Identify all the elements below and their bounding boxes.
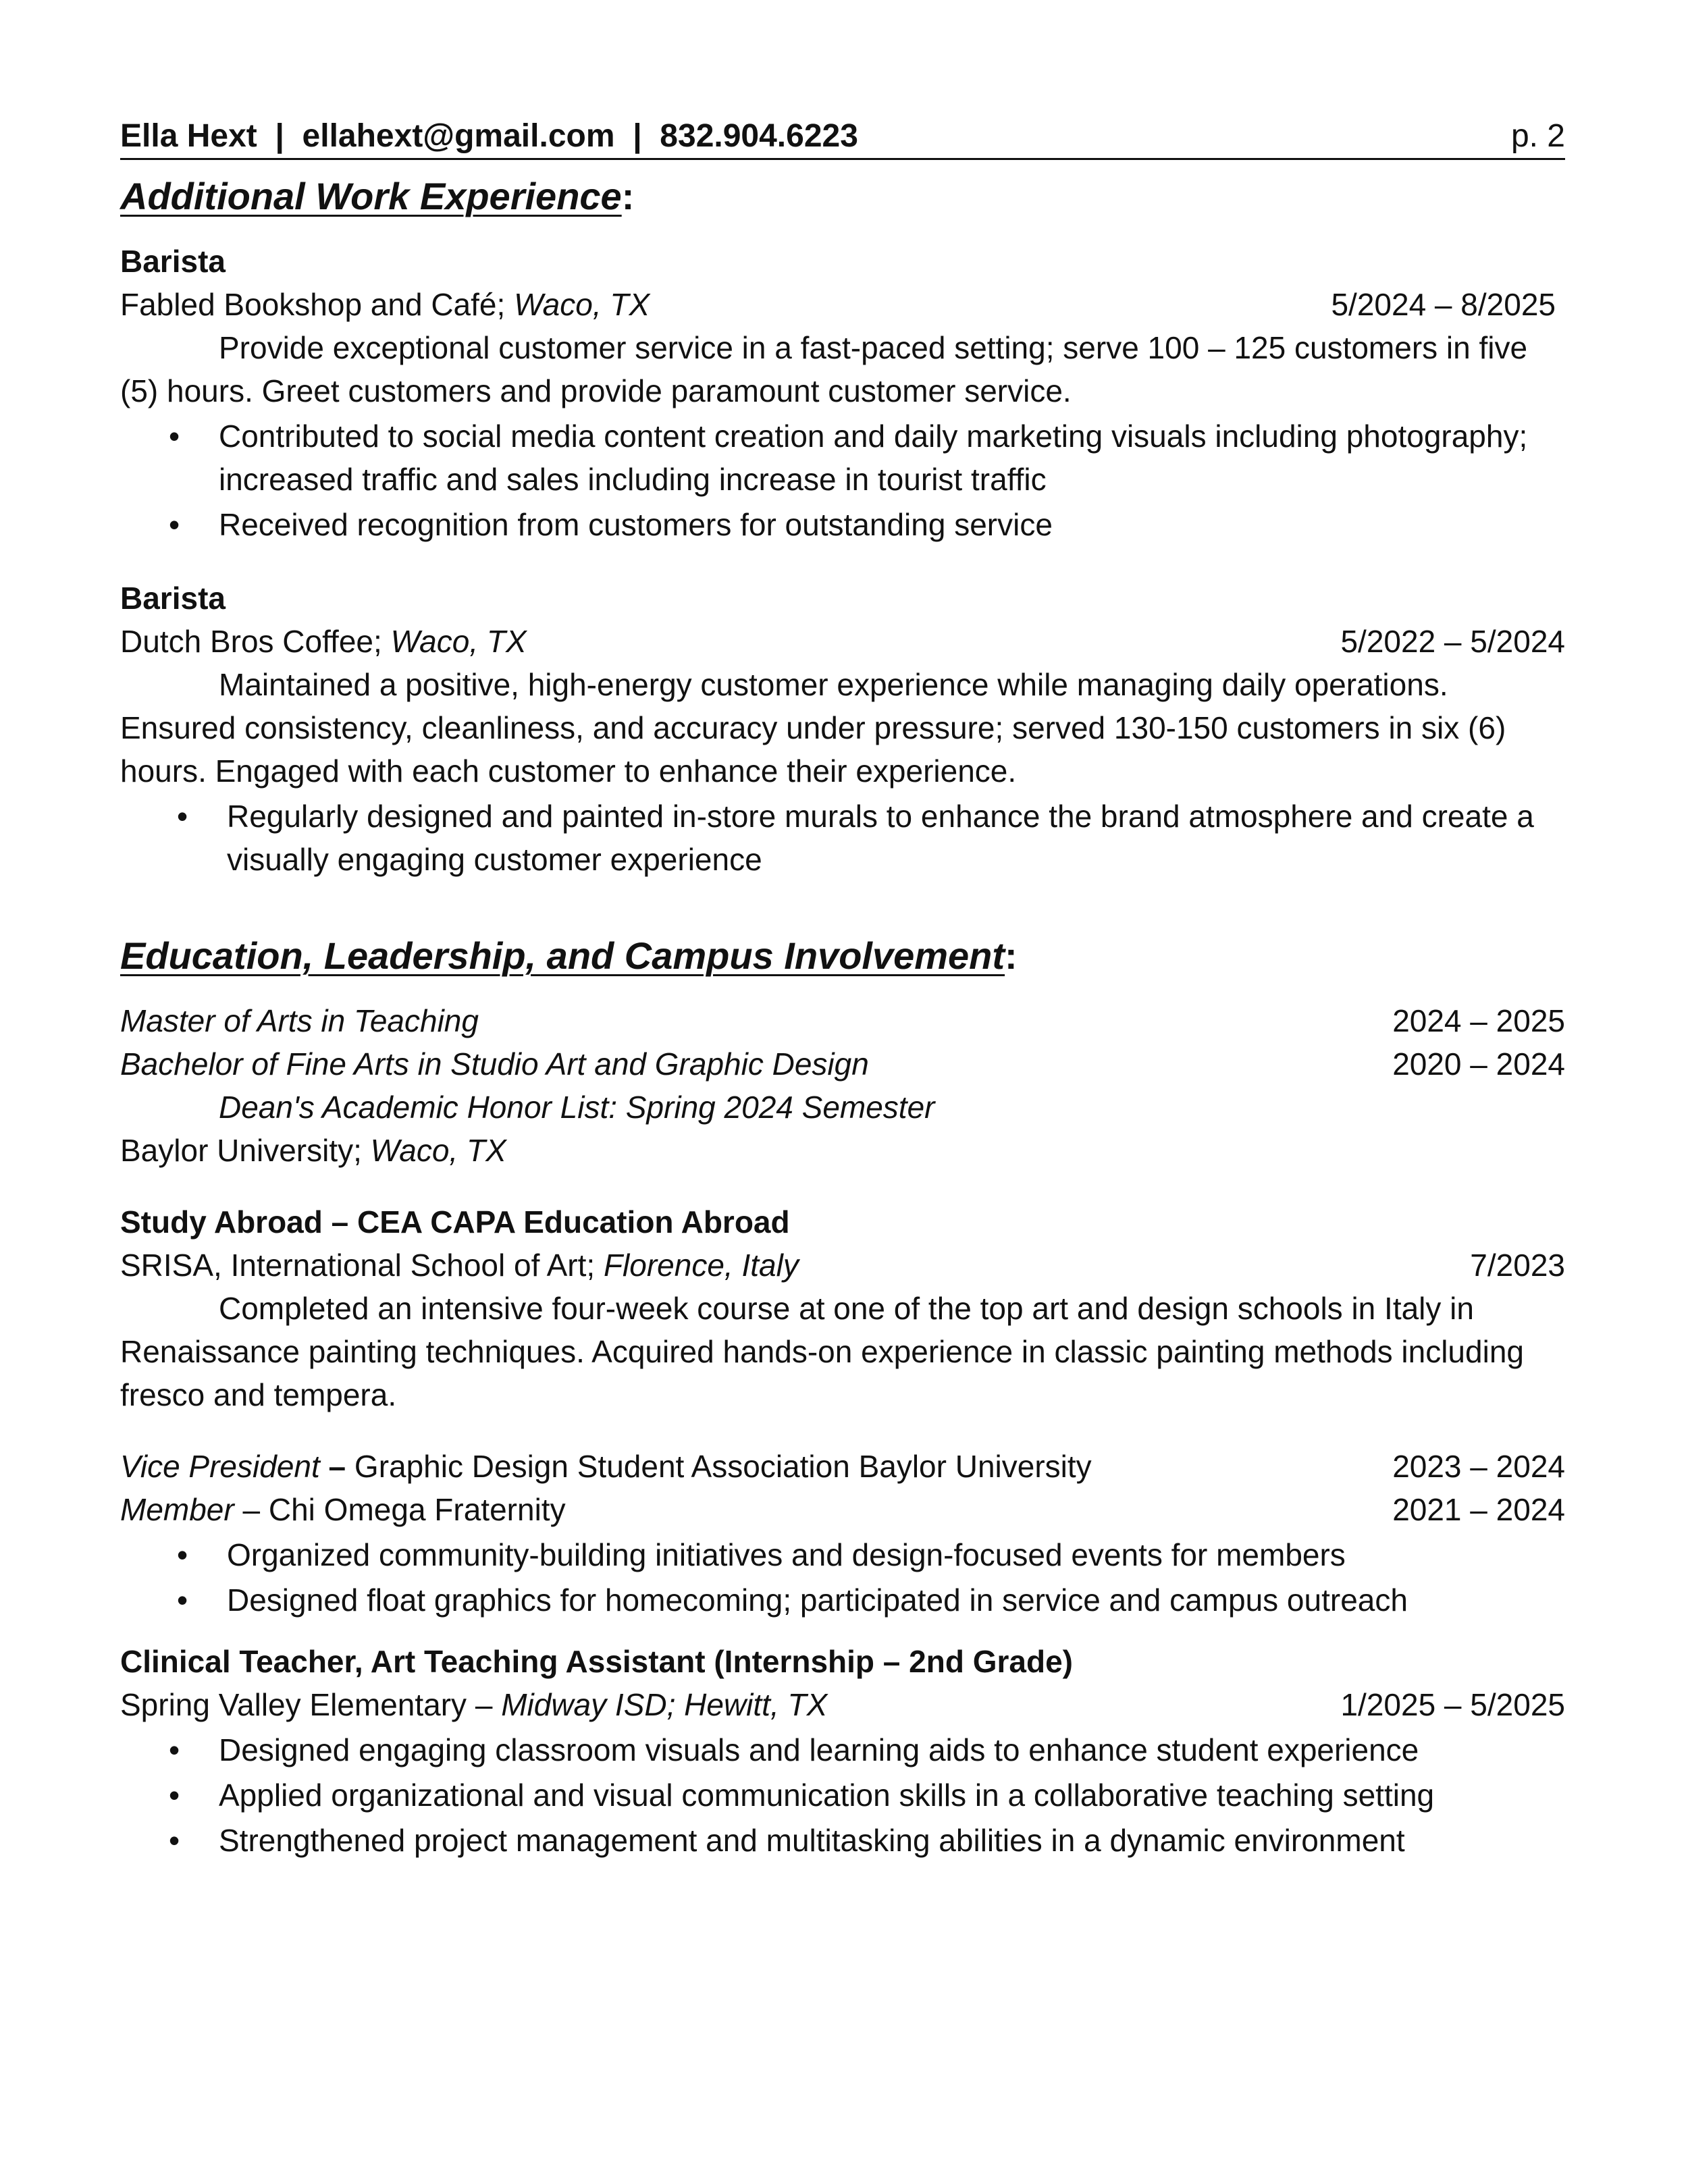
degree-name: Master of Arts in Teaching [120, 1003, 479, 1038]
study-abroad-org-name: SRISA, International School of Art; [120, 1248, 596, 1283]
separator: | [633, 118, 642, 154]
internship-location: Midway ISD; Hewitt, TX [501, 1687, 828, 1722]
email: ellahext@gmail.com [302, 118, 615, 154]
education-section-title [120, 929, 1565, 983]
study-abroad-title: Study Abroad – CEA CAPA Education Abroad [120, 1204, 790, 1240]
job-org-row [120, 620, 1565, 663]
job-title: Barista [120, 244, 226, 279]
degree-dates: 2020 – 2024 [1392, 1046, 1565, 1082]
name: Ella Hext [120, 118, 257, 154]
job-org-row [120, 283, 1565, 326]
role-bullets [120, 1533, 1565, 1622]
list-item: • Designed float graphics for homecoming; participated in service and campus outreach [120, 1578, 1565, 1622]
colon: : [1005, 934, 1018, 977]
phone: 832.904.6223 [660, 118, 858, 154]
school-name: Baylor University; [120, 1133, 362, 1168]
degree-row [120, 999, 1565, 1042]
job-bullets [120, 795, 1565, 881]
list-item: • Applied organizational and visual communication skills in a collaborative teaching setting [120, 1774, 1565, 1817]
job-org [120, 620, 527, 663]
study-abroad-dates: 7/2023 [1470, 1248, 1565, 1283]
list-item: • Designed engaging classroom visuals and learning aids to enhance student experience [120, 1728, 1565, 1772]
page-header [120, 116, 1565, 160]
role-text [120, 1488, 566, 1531]
role-dates: 2023 – 2024 [1392, 1449, 1565, 1484]
job-summary: Maintained a positive, high-energy customer experience while managing daily operations. Ensured consistency, cleanliness, and accuracy under pressure; served 130-150 customers in six (6) hours. Engaged with each customer to enhance their experience. [120, 667, 1506, 789]
school-location: Waco, TX [370, 1133, 506, 1168]
internship-org [120, 1683, 827, 1726]
internship-dates: 1/2025 – 5/2025 [1340, 1687, 1565, 1722]
role-row [120, 1488, 1565, 1531]
job-entry [120, 577, 1565, 881]
resume-page [120, 116, 1565, 1864]
degree-row [120, 1042, 1565, 1086]
internship-entry [120, 1640, 1565, 1862]
colon: : [621, 175, 635, 217]
contact-line [120, 116, 858, 157]
job-title: Barista [120, 581, 226, 616]
role-org: Graphic Design Student Association Baylor University [354, 1449, 1092, 1484]
page-number: p. 2 [1510, 118, 1565, 154]
campus-roles [120, 1445, 1565, 1622]
list-item: • Organized community-building initiatives and design-focused events for members [120, 1533, 1565, 1576]
degree-name: Bachelor of Fine Arts in Studio Art and Graphic Design [120, 1046, 869, 1082]
role-row [120, 1445, 1565, 1488]
school [120, 1129, 1565, 1172]
internship-org-row [120, 1683, 1565, 1726]
degree-dates: 2024 – 2025 [1392, 1003, 1565, 1038]
role-sep: – [242, 1492, 261, 1527]
degrees [120, 999, 1565, 1172]
list-item: • Regularly designed and painted in-store murals to enhance the brand atmosphere and create a visually engaging customer experience [120, 795, 1565, 881]
job-entry [120, 240, 1565, 546]
study-abroad-summary: Completed an intensive four-week course at one of the top art and design schools in Italy in Renaissance painting techniques. Acquired hands-on experience in classic painting methods including fresco and tempera. [120, 1291, 1524, 1412]
job-summary: Provide exceptional customer service in a fast-paced setting; serve 100 – 125 customers in five (5) hours. Greet customers and provide paramount customer service. [120, 330, 1528, 408]
role-sep: – [328, 1449, 346, 1484]
internship-org-name: Spring Valley Elementary – [120, 1687, 493, 1722]
study-abroad-location: Florence, Italy [603, 1248, 799, 1283]
education-section-title-text: Education, Leadership, and Campus Involvement [120, 934, 1005, 977]
study-abroad-org-row [120, 1244, 1565, 1287]
job-location: Waco, TX [390, 624, 527, 659]
list-item: • Received recognition from customers for outstanding service [120, 503, 1565, 546]
list-item: • Strengthened project management and multitasking abilities in a dynamic environment [120, 1819, 1565, 1862]
job-org-name: Fabled Bookshop and Café; [120, 287, 506, 322]
job-dates: 5/2024 – 8/2025 [1331, 287, 1556, 322]
job-location: Waco, TX [514, 287, 650, 322]
role-org: Chi Omega Fraternity [268, 1492, 566, 1527]
internship-title: Clinical Teacher, Art Teaching Assistant (Internship – 2nd Grade) [120, 1644, 1073, 1679]
job-org [120, 283, 650, 326]
internship-bullets [120, 1728, 1565, 1862]
work-section-title-text: Additional Work Experience [120, 175, 622, 217]
job-org-name: Dutch Bros Coffee; [120, 624, 382, 659]
separator: | [275, 118, 284, 154]
job-dates: 5/2022 – 5/2024 [1340, 624, 1565, 659]
list-item: • Contributed to social media content creation and daily marketing visuals including photography; increased traffic and sales including increase in tourist traffic [120, 415, 1565, 501]
study-abroad-entry [120, 1200, 1565, 1416]
role-text [120, 1445, 1092, 1488]
role-title: Vice President [120, 1449, 320, 1484]
role-dates: 2021 – 2024 [1392, 1492, 1565, 1527]
role-title: Member [120, 1492, 234, 1527]
honor: Dean's Academic Honor List: Spring 2024 Semester [219, 1090, 935, 1125]
study-abroad-org [120, 1244, 799, 1287]
work-section-title [120, 169, 1565, 223]
job-bullets [120, 415, 1565, 546]
